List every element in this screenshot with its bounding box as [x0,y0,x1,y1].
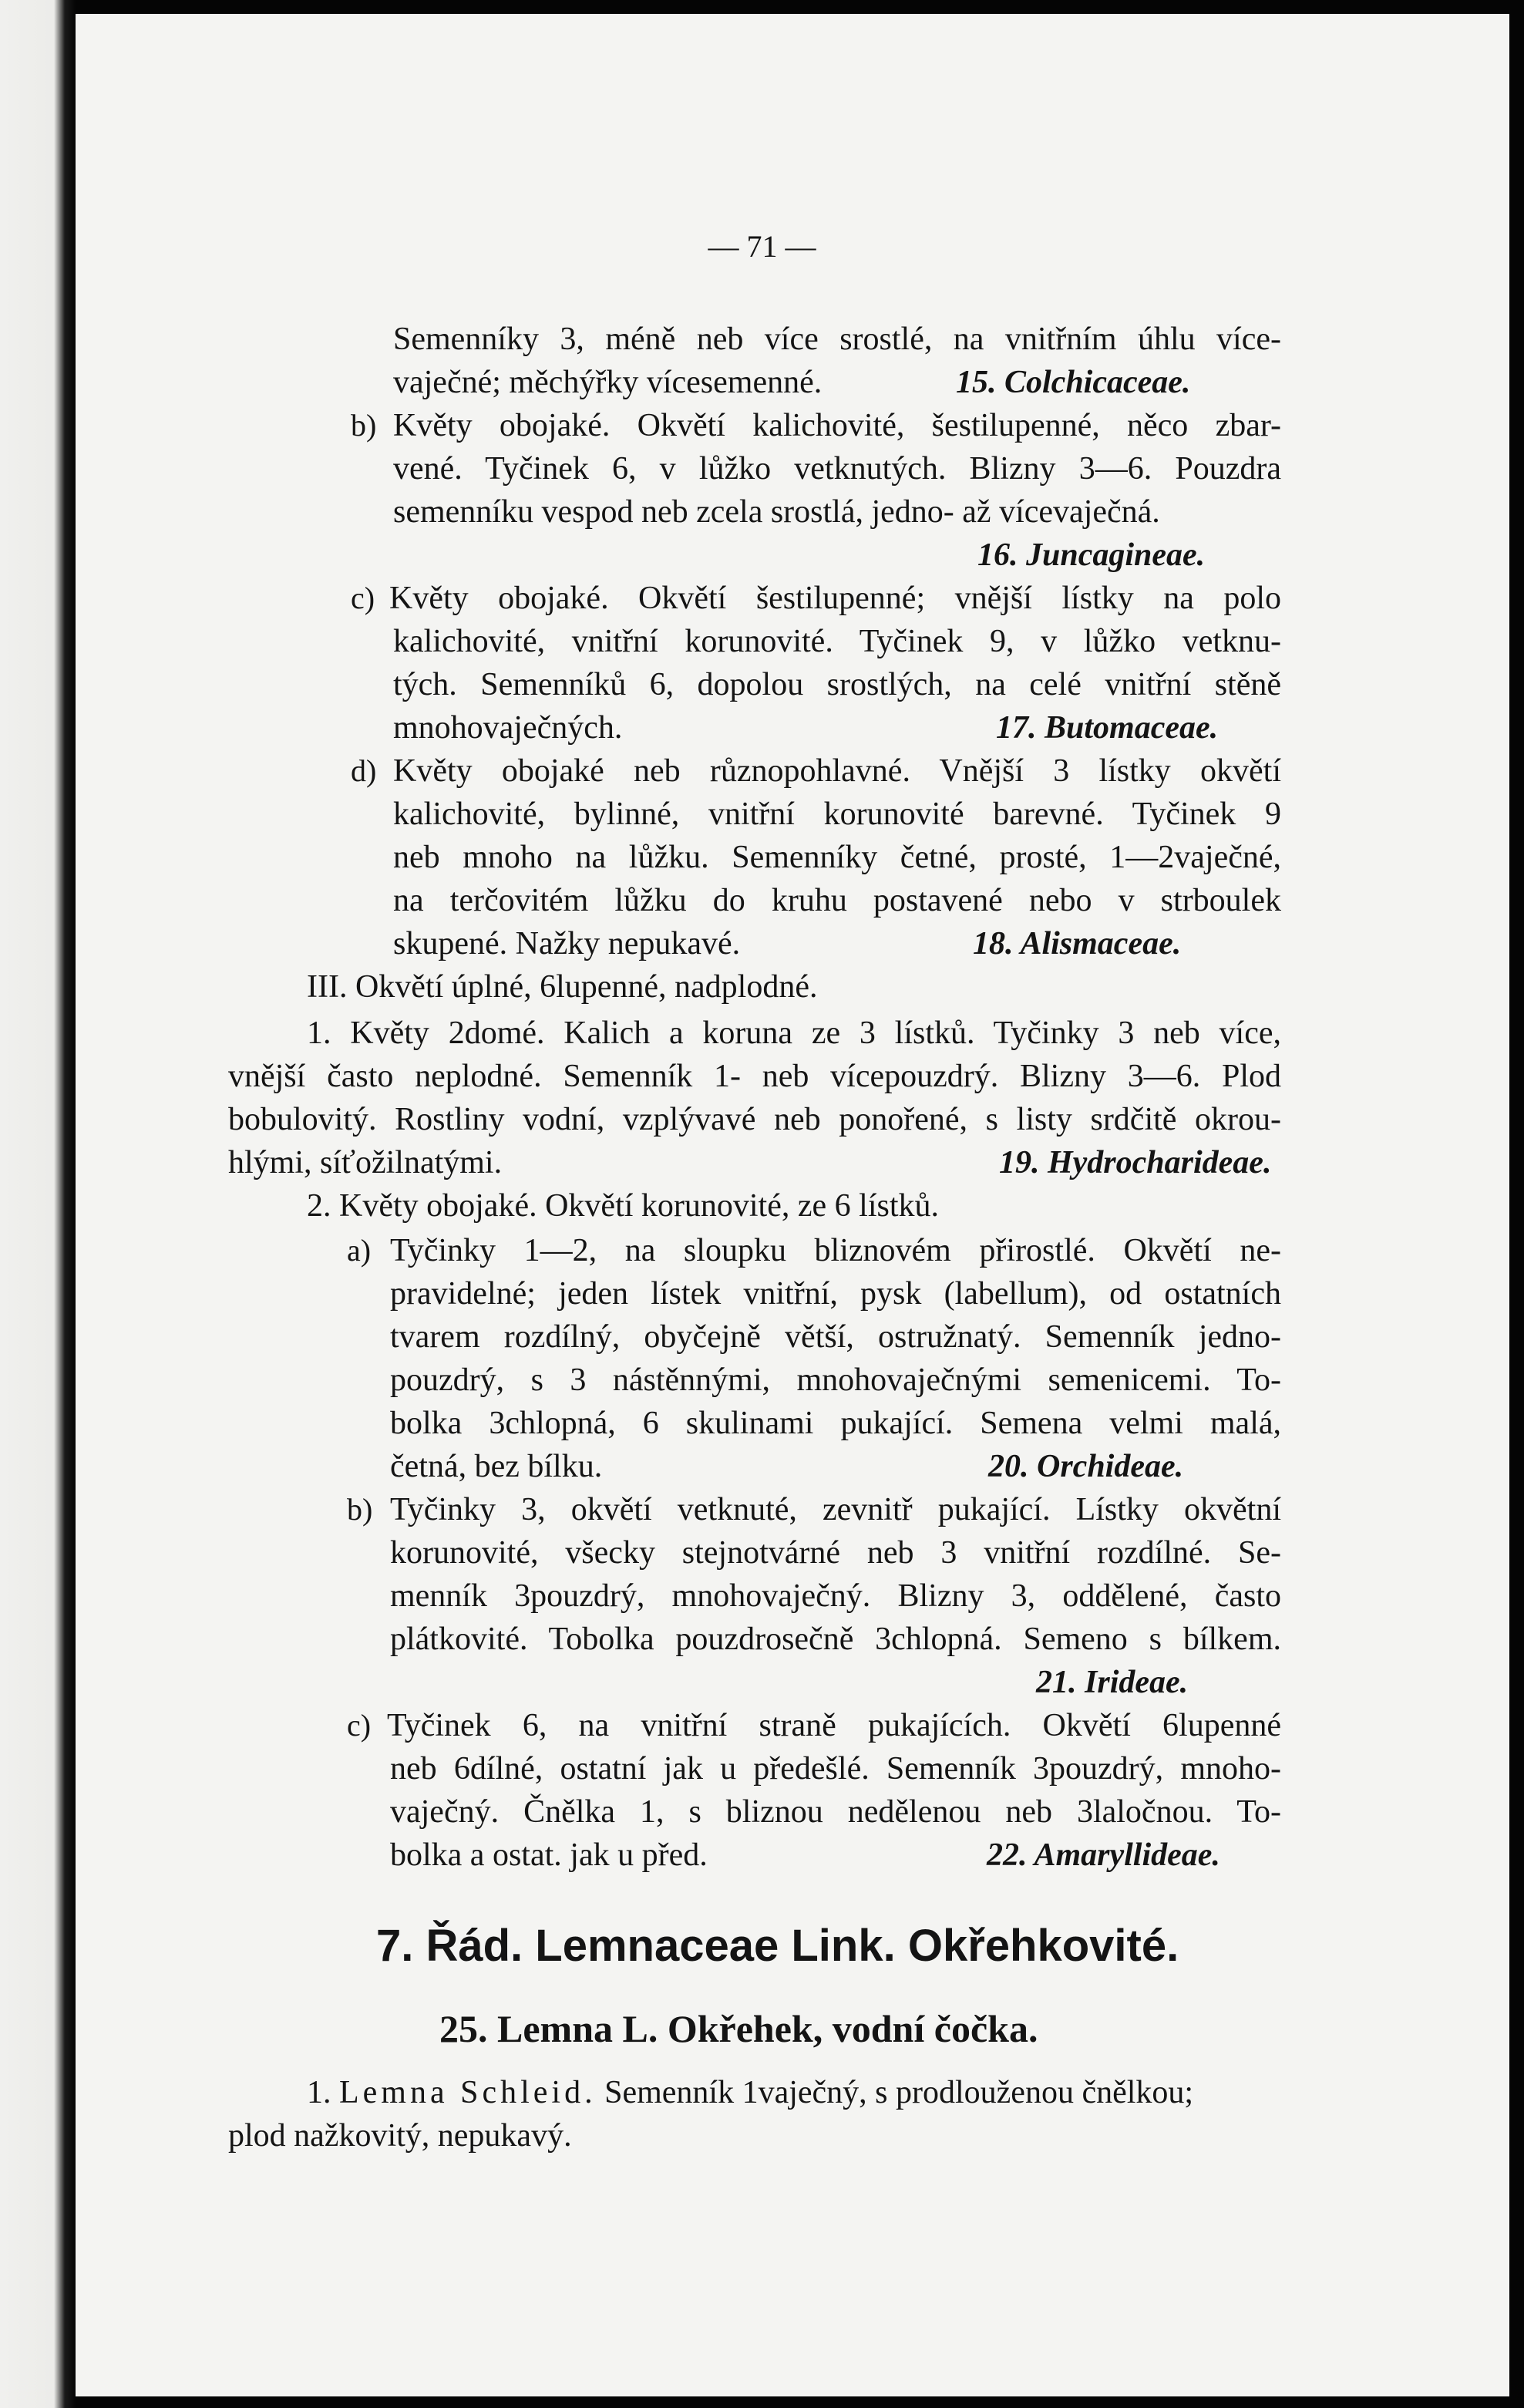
family-name: 22. Amaryllideae. [987,1837,1220,1873]
text-line: hlými, síťožilnatými. [228,1145,503,1180]
text-line: bobulovitý. Rostliny vodní, vzplývavé neb ponořené, s listy srdčitě okrou- [228,1102,1281,1137]
family-name: 16. Juncagineae. [977,537,1206,573]
order-heading: 7. Řád. Lemnaceae Link. Okřehkovité. [376,1921,1179,1971]
family-name: 19. Hydrocharideae. [999,1145,1272,1180]
text-line: vaječné; měchýřky vícesemenné. [393,365,823,400]
text-line: kalichovité, bylinné, vnitřní korunovité barevné. Tyčinek 9 [393,796,1281,832]
species-number: 1. [307,2075,331,2110]
text-line: bolka a ostat. jak u před. [390,1837,708,1873]
text-line: vené. Tyčinek 6, v lůžko vetknutých. Blizny 3—6. Pouzdra [393,451,1281,487]
text-line: četná, bez bílku. [390,1449,603,1484]
text-line: plátkovité. Tobolka pouzdrosečně 3chlopná. Semeno s bílkem. [390,1622,1281,1657]
text-line: tých. Semenníků 6, dopolou srostlých, na celé vnitřní stěně [393,667,1281,702]
text-line: mnohovaječných. [393,710,623,746]
section-heading: III. Okvětí úplné, 6lupenné, nadplodné. [307,969,818,1005]
list-marker: c) [347,1708,372,1743]
genus-heading: 25. Lemna L. Okřehek, vodní čočka. [439,2007,1038,2050]
text-line: 1. Květy 2domé. Kalich a koruna ze 3 lístků. Tyčinky 3 neb více, [307,1015,1281,1051]
list-marker: d) [351,753,377,788]
text-line: korunovité, všecky stejnotvárné neb 3 vnitřní rozdílné. Se- [390,1535,1281,1571]
text-line: Květy obojaké. Okvětí kalichovité, šestilupenné, něco zbar- [393,408,1281,443]
text-line: plod nažkovitý, nepukavý. [228,2118,572,2154]
species-entry [307,2071,1193,2114]
list-marker: c) [351,581,375,615]
text-line: neb mnoho na lůžku. Semenníky četné, prosté, 1—2vaječné, [393,840,1281,875]
page-number: — 71 — [708,229,816,264]
family-name: 18. Alismaceae. [973,926,1182,962]
text-line: pouzdrý, s 3 nástěnnými, mnohovaječnými semenicemi. To- [390,1362,1281,1398]
text-line: bolka 3chlopná, 6 skulinami pukající. Semena velmi malá, [390,1406,1281,1441]
text-line: kalichovité, vnitřní korunovité. Tyčinek 9, v lůžko vetknu- [393,624,1281,659]
text-line: vnější často neplodné. Semenník 1- neb vícepouzdrý. Blizny 3—6. Plod [228,1059,1281,1094]
list-marker: a) [347,1233,372,1268]
family-name: 17. Butomaceae. [996,710,1219,746]
species-description: Semenník 1vaječný, s prodlouženou čnělkou; [604,2075,1194,2110]
family-name: 15. Colchicaceae. [956,365,1191,400]
list-marker: b) [347,1492,373,1527]
text-line: pravidelné; jeden lístek vnitřní, pysk (labellum), od ostatních [390,1276,1281,1312]
text-line: Semenníky 3, méně neb více srostlé, na vnitřním úhlu více- [393,322,1281,357]
family-name: 20. Orchideae. [988,1449,1184,1484]
text-line: Tyčinek 6, na vnitřní straně pukajících. Okvětí 6lupenné [387,1708,1281,1743]
scan-top-edge [76,0,1524,14]
scan-bottom-edge [76,2396,1524,2408]
text-line: Tyčinky 3, okvětí vetknuté, zevnitř pukající. Lístky okvětní [390,1492,1281,1527]
species-author: Lemna Schleid. [339,2075,597,2110]
text-line: Květy obojaké. Okvětí šestilupenné; vnější lístky na polo [389,581,1281,616]
list-marker: b) [351,408,377,443]
text-line: skupené. Nažky nepukavé. [393,926,741,962]
text-line: Tyčinky 1—2, na sloupku bliznovém přirostlé. Okvětí ne- [390,1233,1281,1268]
text-line: neb 6dílné, ostatní jak u předešlé. Semenník 3pouzdrý, mnoho- [390,1751,1281,1787]
text-line: Květy obojaké neb různopohlavné. Vnější 3 lístky okvětí [393,753,1281,789]
text-line: semenníku vespod neb zcela srostlá, jedno- až vícevaječná. [393,494,1160,530]
text-line: menník 3pouzdrý, mnohovaječný. Blizny 3, oddělené, často [390,1578,1281,1614]
section-heading: 2. Květy obojaké. Okvětí korunovité, ze 6 lístků. [307,1188,940,1224]
family-name: 21. Irideae. [1036,1665,1189,1700]
text-line: vaječný. Čnělka 1, s bliznou nedělenou neb 3laločnou. To- [390,1794,1281,1830]
text-line: na terčovitém lůžku do kruhu postavené nebo v strboulek [393,883,1281,918]
scan-right-edge [1509,0,1524,2408]
scan-left-margin [0,0,76,2408]
text-line: tvarem rozdílný, obyčejně větší, ostružnatý. Semenník jedno- [390,1319,1281,1355]
